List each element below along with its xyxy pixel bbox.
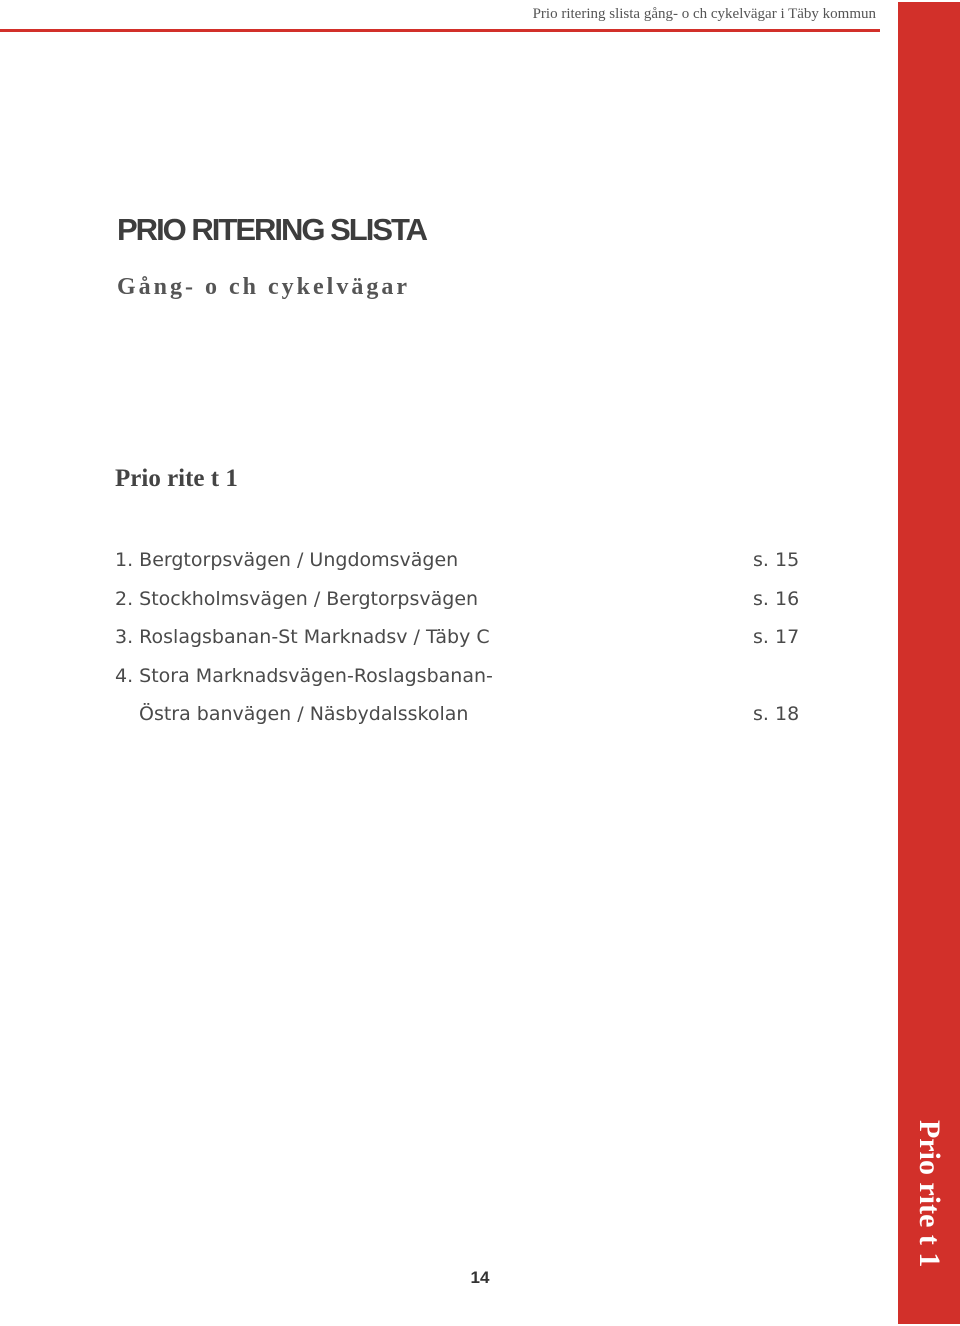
page-number: 14: [470, 1268, 490, 1287]
toc-item[interactable]: [115, 659, 795, 698]
running-title: Prio ritering slista gång- o ch cykelvägar i Täby kommun: [532, 6, 876, 22]
toc-item-page: s. 16: [753, 587, 800, 610]
toc-item-text: 3. Roslagsbanan-St Marknadsv / Täby C: [115, 626, 490, 648]
toc-item-page: s. 18: [753, 703, 800, 725]
toc-item-text: Östra banvägen / Näsbydalsskolan: [139, 703, 469, 725]
document-title: PRIO RITERING SLISTA: [117, 212, 427, 247]
header-rule: [0, 29, 880, 32]
table-of-contents: [115, 543, 800, 736]
section-heading: Prio rite t 1: [115, 465, 238, 492]
toc-item-text: 2. Stockholmsvägen / Bergtorpsvägen: [115, 587, 479, 610]
toc-item[interactable]: [115, 582, 800, 621]
page-header: [0, 0, 880, 32]
toc-item-text: 4. Stora Marknadsvägen-Roslagsbanan-: [115, 664, 493, 687]
toc-item-text: 1. Bergtorpsvägen / Ungdomsvägen: [115, 549, 459, 571]
side-tab-label: Prio rite t 1: [913, 1120, 946, 1268]
toc-item[interactable]: [115, 543, 800, 582]
toc-item[interactable]: [115, 620, 800, 659]
toc-item-page: s. 15: [753, 549, 800, 571]
toc-item-page: s. 17: [753, 626, 800, 648]
toc-item-continuation[interactable]: [115, 697, 800, 736]
document-subtitle: Gång- o ch cykelvägar: [117, 274, 410, 300]
